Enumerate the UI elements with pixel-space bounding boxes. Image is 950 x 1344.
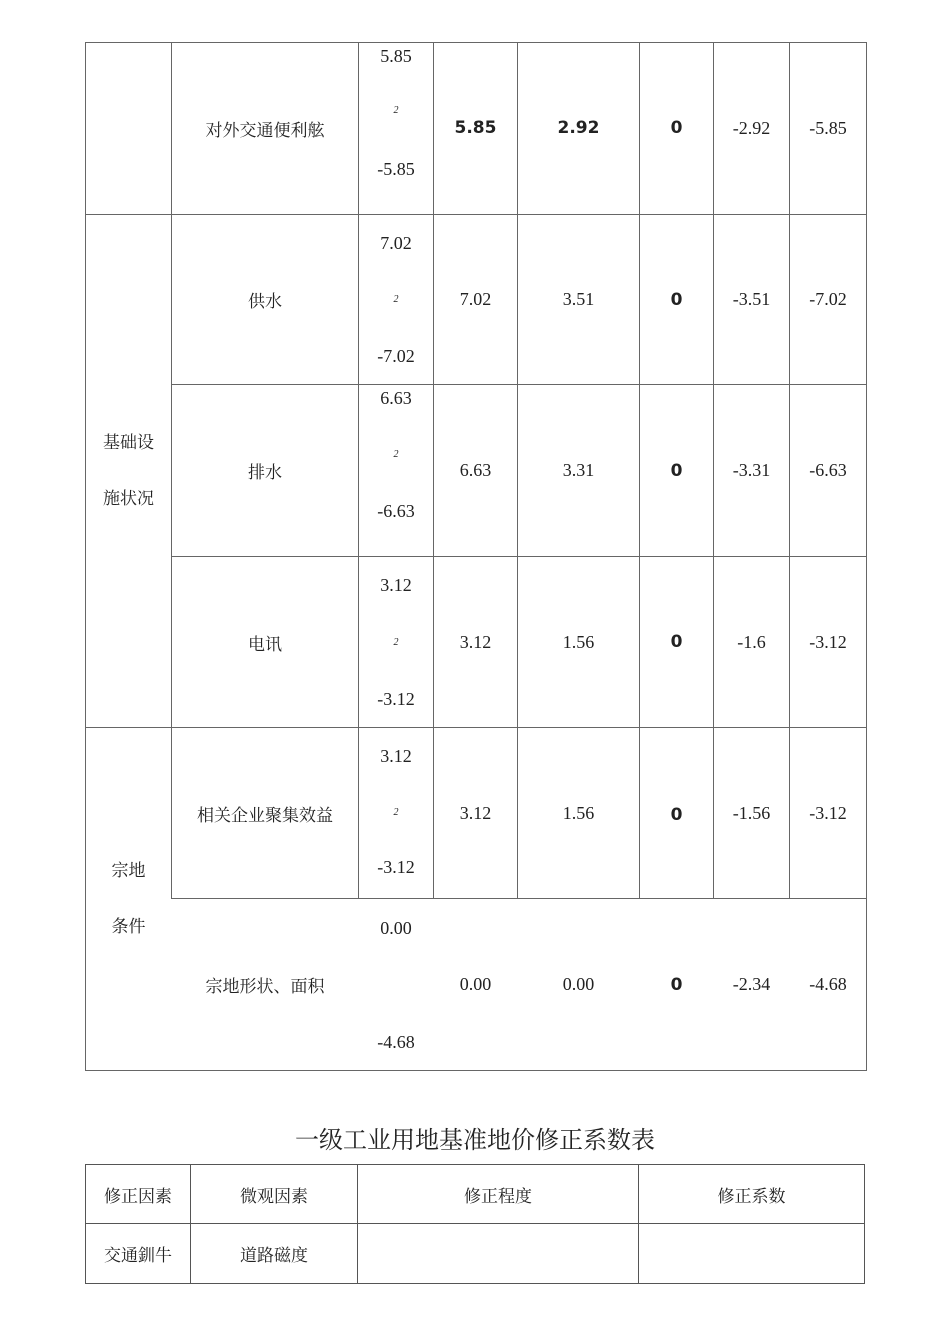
value-cell: 0 xyxy=(670,805,683,825)
value-cell: 0 xyxy=(670,289,683,310)
table-border-bottom xyxy=(85,1070,867,1071)
value-cell: 0 xyxy=(670,460,683,481)
value-cell: -2.34 xyxy=(732,974,771,994)
value-cell: 3.12 xyxy=(459,631,492,652)
value-cell: -3.12 xyxy=(809,631,847,652)
table-row xyxy=(86,1224,865,1284)
value-cell: -3.51 xyxy=(732,289,771,309)
value-cell: 2.92 xyxy=(557,118,600,138)
range-bottom: -3.12 xyxy=(377,688,415,709)
value-cell: -5.85 xyxy=(809,117,847,138)
group-label-line: 宗地 xyxy=(111,861,146,881)
value-cell: -1.6 xyxy=(737,631,766,652)
group-label-infrastructure xyxy=(86,215,171,727)
table-cell: 交通釧牛 xyxy=(86,1224,191,1284)
value-cell: -2.92 xyxy=(732,117,771,138)
range-bottom: -4.68 xyxy=(377,1031,415,1052)
factor-cell: 电讯 xyxy=(248,634,282,655)
value-cell: 0 xyxy=(670,974,683,995)
range-mid: 2 xyxy=(393,448,399,460)
table-cell: 道路磁度 xyxy=(191,1224,358,1284)
value-cell: 3.31 xyxy=(562,460,595,480)
factor-cell: 对外交通便利舷 xyxy=(205,120,325,141)
value-cell: 0 xyxy=(670,632,683,652)
group-label-line: 施状况 xyxy=(103,489,154,509)
header-cell: 修正因素 xyxy=(86,1165,191,1224)
value-cell: 1.56 xyxy=(562,802,595,823)
factor-cell: 相关企业聚集效益 xyxy=(197,805,333,826)
table-cell xyxy=(358,1224,639,1284)
range-mid: 2 xyxy=(393,636,399,648)
value-cell: 0 xyxy=(670,118,683,138)
range-top: 0.00 xyxy=(380,917,412,938)
group-label-line: 基础设 xyxy=(103,433,154,453)
value-cell: -3.31 xyxy=(732,460,771,480)
range-mid: 2 xyxy=(393,293,399,305)
table-header-row xyxy=(86,1165,865,1224)
group-label-line: 条件 xyxy=(111,917,146,937)
factor-cell: 供水 xyxy=(248,292,282,312)
value-cell: -7.02 xyxy=(809,289,847,309)
value-cell: 7.02 xyxy=(459,289,492,309)
value-cell: -6.63 xyxy=(809,460,847,480)
range-bottom: -6.63 xyxy=(377,500,415,521)
value-cell: -4.68 xyxy=(809,974,847,994)
value-cell: 0.00 xyxy=(562,974,595,994)
table2 xyxy=(85,1164,865,1284)
value-cell: 5.85 xyxy=(454,118,497,138)
group-label-site xyxy=(86,728,171,1070)
value-cell: -1.56 xyxy=(732,802,771,823)
value-cell: 0.00 xyxy=(459,974,492,994)
range-top: 7.02 xyxy=(380,232,412,253)
value-cell: 1.56 xyxy=(562,631,595,652)
table2-title: 一级工业用地基准地价修正系数表 xyxy=(295,1126,655,1154)
table-cell xyxy=(639,1224,865,1284)
range-bottom: -7.02 xyxy=(377,345,415,366)
factor-cell: 排水 xyxy=(248,463,282,483)
value-cell: 3.12 xyxy=(459,802,492,823)
range-top: 5.85 xyxy=(380,45,412,66)
range-mid: 2 xyxy=(393,806,399,818)
value-cell: -3.12 xyxy=(809,802,847,823)
range-bottom: -5.85 xyxy=(377,158,415,179)
range-top: 3.12 xyxy=(380,745,412,766)
range-top: 3.12 xyxy=(380,574,412,595)
value-cell: 6.63 xyxy=(459,460,492,480)
header-cell: 修正系数 xyxy=(639,1165,865,1224)
header-cell: 微观因素 xyxy=(191,1165,358,1224)
header-cell: 修正程度 xyxy=(358,1165,639,1224)
range-bottom: -3.12 xyxy=(377,856,415,877)
range-mid: 2 xyxy=(393,104,399,116)
factor-cell: 宗地形状、面积 xyxy=(205,977,325,997)
range-top: 6.63 xyxy=(380,387,412,408)
value-cell: 3.51 xyxy=(562,289,595,309)
